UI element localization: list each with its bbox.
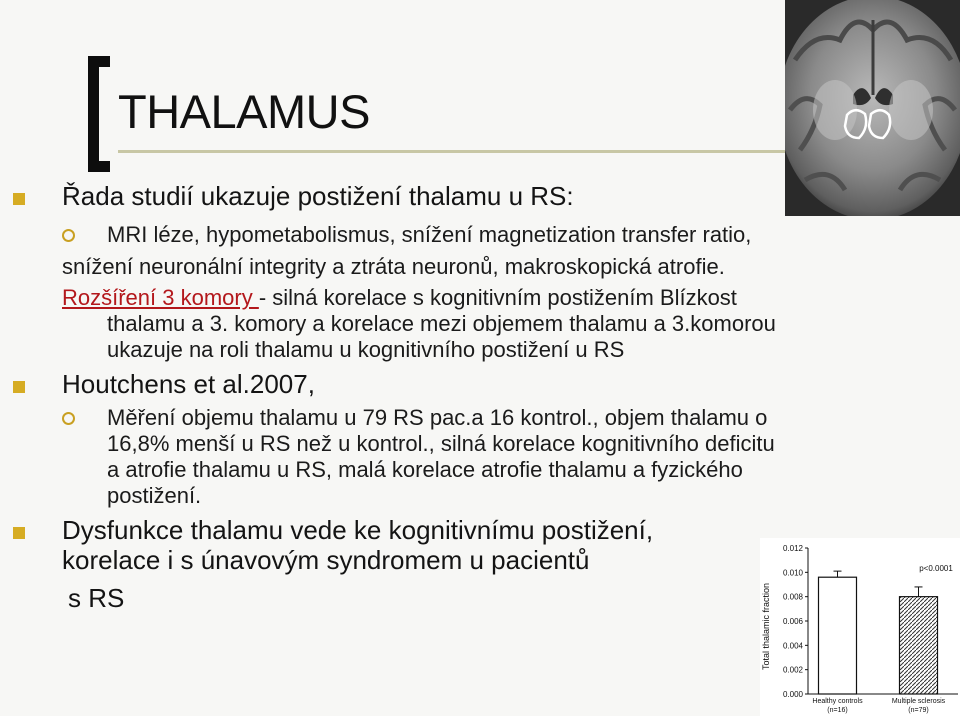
- bullet-text: ukazuje na roli thalamu u kognitivního postižení u RS: [107, 337, 625, 362]
- bullet-text: Měření objemu thalamu u 79 RS pac.a 16 kontrol., objem thalamu o: [107, 405, 768, 430]
- y-tick-label: 0.012: [782, 544, 803, 553]
- bullet-text: snížení neuronální integrity a ztráta neuronů, makroskopická atrofie.: [62, 254, 725, 279]
- y-tick-label: 0.002: [782, 665, 803, 675]
- category-n-label: (n=16): [827, 707, 848, 714]
- bullet-text: korelace i s únavovým syndromem u pacientů: [62, 545, 590, 575]
- bullet-ring-icon: [62, 229, 75, 242]
- bracket-decoration: [88, 56, 99, 172]
- category-label: Healthy controls: [812, 698, 863, 705]
- slide-title: THALAMUS: [118, 85, 370, 138]
- y-tick-label: 0.010: [782, 568, 803, 578]
- y-tick-label: 0.004: [782, 641, 803, 651]
- bullet-text: Houtchens et al.2007,: [62, 369, 315, 399]
- bullet-text: 16,8% menší u RS než u kontrol., silná korelace kognitivního deficitu: [107, 431, 775, 456]
- y-tick-label: 0.008: [782, 592, 803, 602]
- bullet-square-icon: [13, 381, 25, 393]
- thalamic-fraction-chart: [760, 538, 960, 716]
- p-value-annotation: p<0.0001: [919, 564, 953, 574]
- bullet-text-line: [62, 285, 737, 311]
- bullet-text: - silná korelace s kognitivním postižením Blízkost: [258, 285, 737, 310]
- bullet-square-icon: [13, 527, 25, 539]
- bar-healthy-controls: [819, 577, 857, 694]
- bullet-text: MRI léze, hypometabolismus, snížení magnetization transfer ratio,: [107, 222, 752, 247]
- bracket-decoration-top: [88, 56, 110, 67]
- bullet-ring-icon: [62, 412, 75, 425]
- bullet-text: Řada studií ukazuje postižení thalamu u RS:: [62, 181, 574, 211]
- y-tick-label: 0.000: [782, 690, 803, 699]
- title-underline: [118, 150, 788, 153]
- bracket-decoration-bottom: [88, 161, 110, 172]
- bullet-text: Dysfunkce thalamu vede ke kognitivnímu postižení,: [62, 515, 654, 545]
- bullet-text: s RS: [68, 583, 125, 613]
- category-label: Multiple sclerosis: [891, 698, 946, 705]
- bullet-square-icon: [13, 193, 25, 205]
- mri-brain-drawing: [785, 0, 960, 216]
- mri-brain-image: [785, 0, 960, 216]
- bullet-text: thalamu a 3. komory a korelace mezi objemem thalamu a 3.komorou: [107, 311, 776, 336]
- bullet-text: postižení.: [107, 483, 202, 508]
- bar-multiple-sclerosis: [900, 597, 938, 694]
- ventricle-link[interactable]: Rozšíření 3 komory: [62, 285, 259, 310]
- y-tick-label: 0.006: [782, 617, 803, 626]
- y-axis-label: Total thalamic fraction: [761, 582, 771, 670]
- chart-svg: [760, 538, 960, 716]
- category-n-label: (n=79): [908, 707, 929, 714]
- bullet-text: a atrofie thalamu u RS, malá korelace atrofie thalamu a fyzického: [107, 457, 743, 482]
